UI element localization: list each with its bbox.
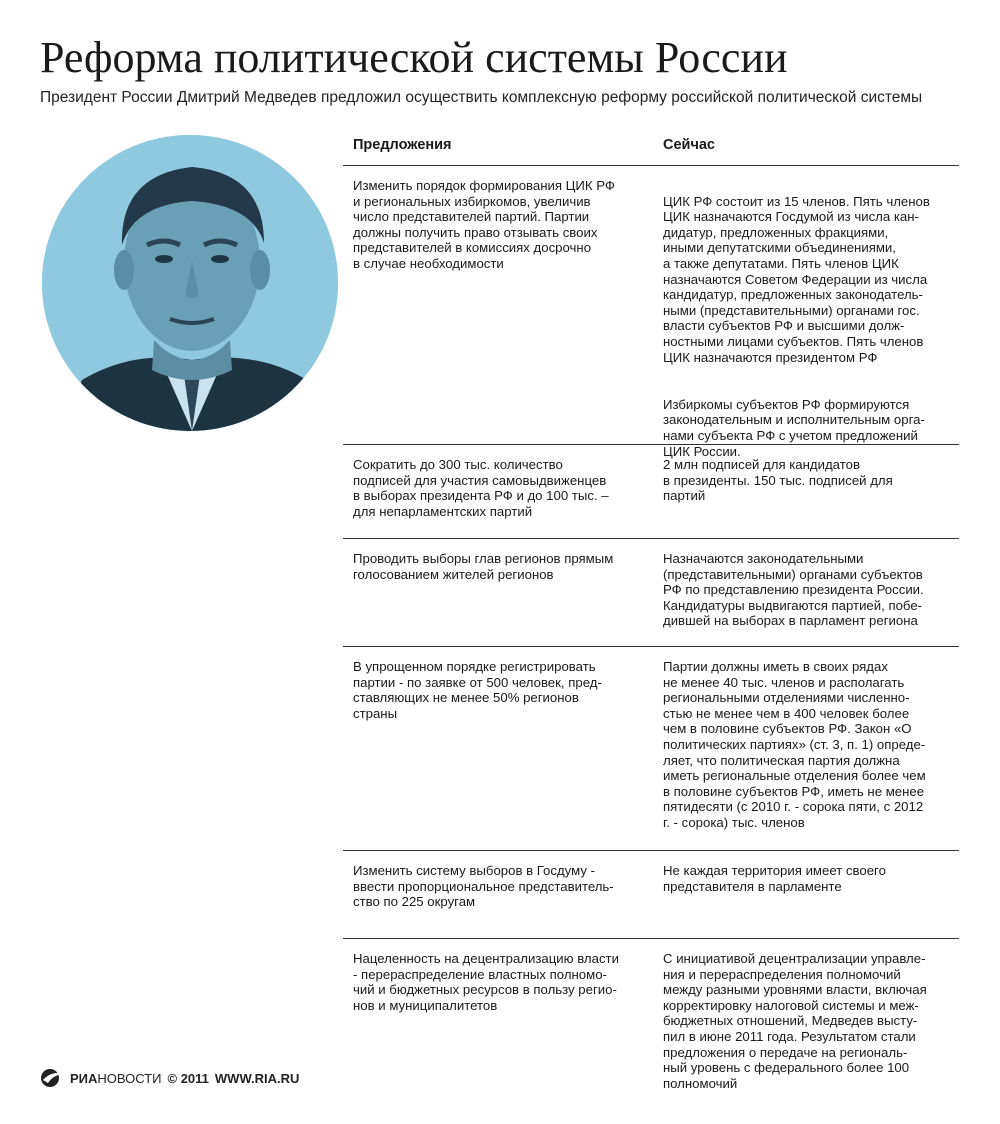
footer [40,1067,299,1089]
table-row [343,939,959,1099]
now-cell: Не каждая территория имеет своего представителя в парламенте [663,863,886,894]
table-row [343,851,959,939]
proposal-cell: Изменить систему выборов в Госдуму - ввести пропорциональное представитель- ство по 225 округам [353,863,614,910]
brand-ria: РИА [70,1070,98,1086]
proposal-cell: Нацеленность на децентрализацию власти - перераспределение властных полномо- чий и бюджетных ресурсов в пользу регио- нов и муниципалитетов [353,951,619,1013]
column-header-proposals: Предложения [353,137,452,153]
now-cell: С инициативой децентрализации управле- ния и перераспределения полномочий между разными уровнями власти, включая корректировку налоговой системы и меж- бюджетных отношений, Медведев высту- пил в июне 2011 года. Результатом стали предложения о передаче на региональ- ный уровень с федерального более 100 полномочий [663,951,927,1091]
page-title: Реформа политической системы России [40,33,788,82]
now-cell [653,166,959,459]
table-row [343,166,959,459]
column-header-now: Сейчас [663,137,715,153]
now-paragraph: ЦИК РФ состоит из 15 членов. Пять членов ЦИК назначаются Госдумой из числа кан- дидатур, предложенных фракциями, иными депутатскими объединениями, а также депутатами. Пять членов ЦИК назначаются Советом Федерации из числа кандидатур, предложенных законодатель- ными (представительными) органами гос. власти субъектов РФ и высшими долж- ностными лицами субъектов. Пять членов ЦИК назначаются президентом РФ [663,193,930,365]
table-row [343,647,959,851]
now-cell: Партии должны иметь в своих рядах не менее 40 тыс. членов и располагать региональными отделениями численно- стью не менее чем в 400 человек более чем в половине субъектов РФ. Закон «О политических партиях» (ст. 3, п. 1) опреде- ляет, что политическая партия должна иметь региональные отделения более чем в половине субъектов РФ, иметь не менее пятидесяти (с 2010 г. - сорока пяти, с 2012 г. - сорока) тыс. членов [663,659,926,830]
copyright: © 2011 [167,1070,209,1086]
ria-novosti-logo-icon [40,1068,66,1088]
now-cell: Назначаются законодательными (представительными) органами субъектов РФ по представлению президента России. Кандидатуры выдвигаются партией, побе- дившей на выборах в парламент региона [663,551,924,629]
page-subtitle: Президент России Дмитрий Медведев предложил осуществить комплексную реформу российской политической системы [40,89,923,106]
now-cell: 2 млн подписей для кандидатов в президенты. 150 тыс. подписей для партий [663,457,893,504]
table-row [343,445,959,539]
table-header [343,128,959,166]
proposal-cell: В упрощенном порядке регистрировать партии - по заявке от 500 человек, пред- ставляющих не менее 50% регионов страны [353,659,602,721]
now-paragraph: Избиркомы субъектов РФ формируются законодательным и исполнительным орга- нами субъекта РФ с учетом предложений ЦИК России. [663,396,925,459]
reform-table [343,128,959,1099]
portrait-photo [42,135,338,431]
site-url[interactable]: WWW.RIA.RU [214,1070,300,1086]
table-row [343,539,959,647]
proposal-cell: Изменить порядок формирования ЦИК РФ и региональных избиркомов, увеличив число представителей партий. Партии должны получить право отзывать своих представителей в комиссиях досрочно в случае необходимости [353,178,615,271]
brand-novosti: НОВОСТИ [97,1070,162,1086]
proposal-cell: Сократить до 300 тыс. количество подписей для участия самовыдвиженцев в выборах президента РФ и до 100 тыс. – для непарламентских партий [353,457,609,519]
proposal-cell: Проводить выборы глав регионов прямым голосованием жителей регионов [353,551,614,582]
